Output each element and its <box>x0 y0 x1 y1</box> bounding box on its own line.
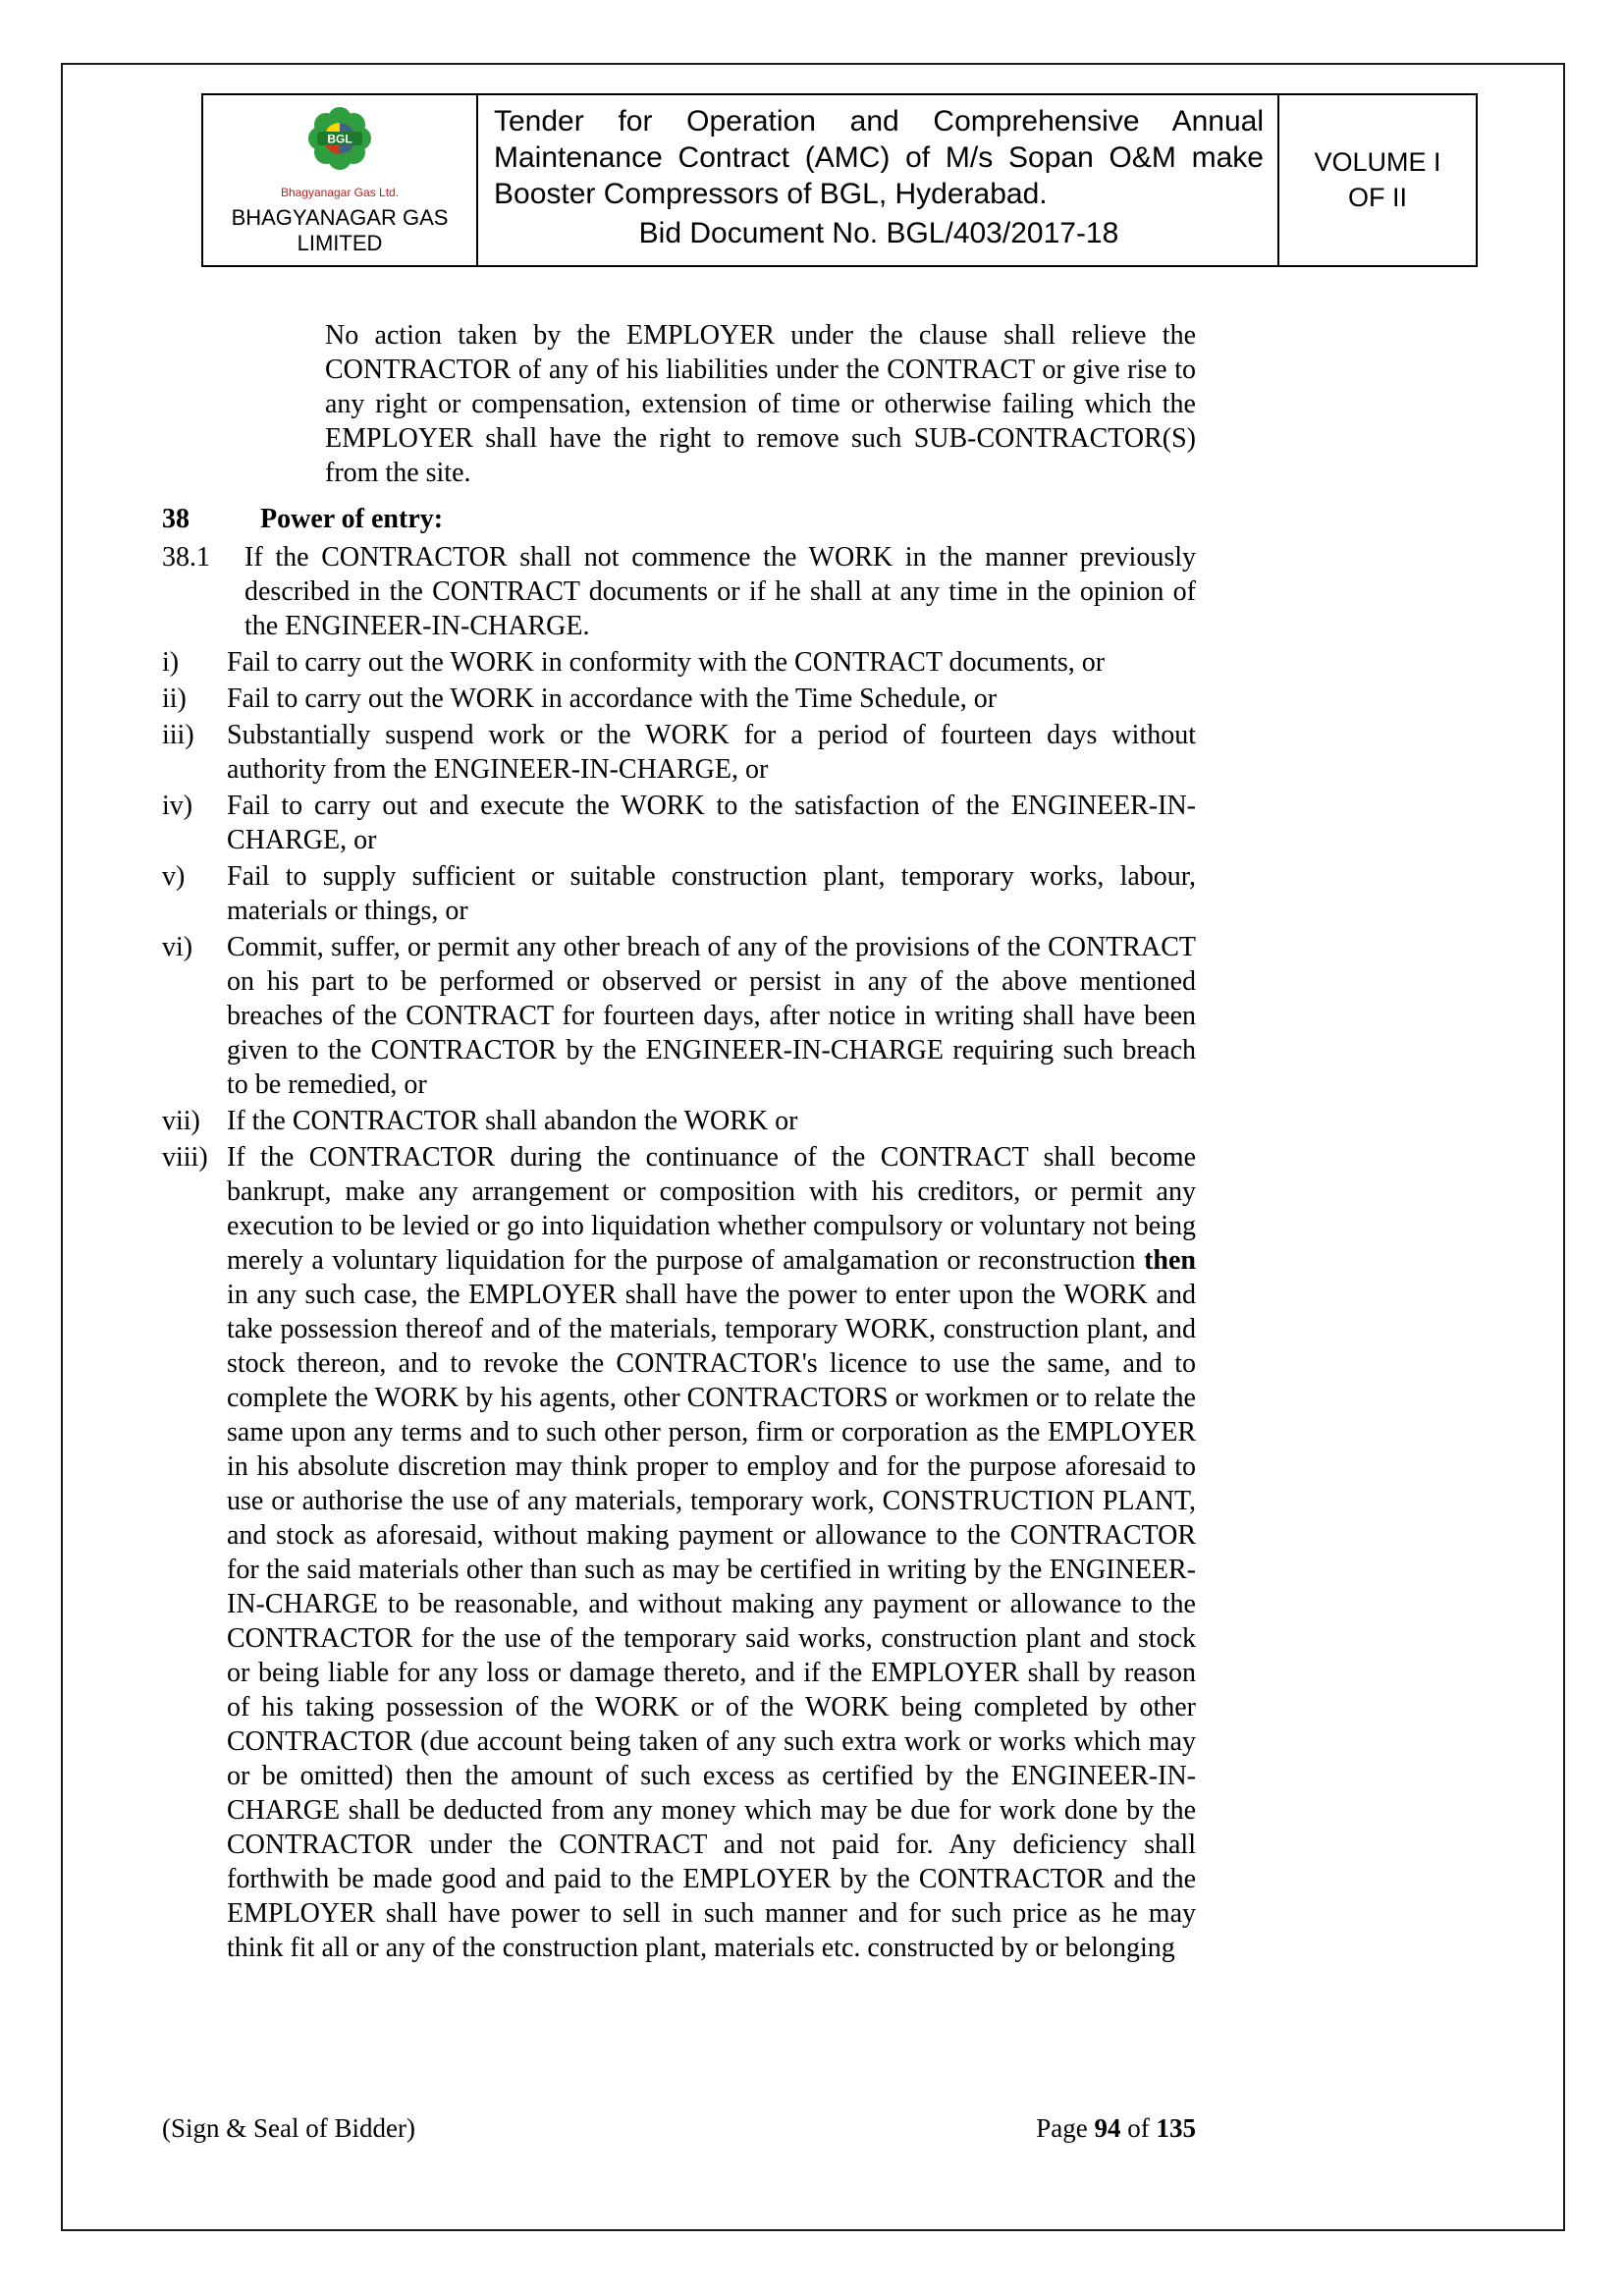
list-marker: viii) <box>162 1142 208 1173</box>
header-logo-cell <box>203 95 478 265</box>
total-pages: 135 <box>1156 2113 1196 2143</box>
list-item-text: Fail to carry out and execute the WORK to the satisfaction of the ENGINEER-IN-CHARGE, or <box>227 791 1196 855</box>
volume-line2: OF II <box>1348 183 1407 213</box>
volume-line1: VOLUME I <box>1314 146 1441 177</box>
list-marker: vii) <box>162 1106 200 1136</box>
list-item-text: Fail to carry out the WORK in conformity with the CONTRACT documents, or <box>227 647 1106 678</box>
list-item-i <box>162 645 1196 680</box>
bgl-logo-acronym: BGL <box>327 132 352 146</box>
list-item-text: If the CONTRACTOR shall abandon the WORK or <box>227 1106 798 1136</box>
page-label: Page <box>1036 2113 1095 2143</box>
bgl-logo-icon <box>291 103 389 188</box>
org-name-line1: BHAGYANAGAR GAS <box>231 205 449 230</box>
list-item-text: Substantially suspend work or the WORK for a period of fourteen days without authority from the ENGINEER-IN-CHARGE, or <box>227 720 1196 785</box>
document-body <box>162 291 1196 1967</box>
page-indicator <box>1036 2113 1196 2144</box>
header-table <box>201 93 1478 267</box>
section-heading <box>162 502 1196 536</box>
list-item-v <box>162 859 1196 928</box>
list-item-text: Commit, suffer, or permit any other breach of any of the provisions of the CONTRACT on his part to be performed or observed or persist in any of the above mentioned breaches of the CONTRACT for fourteen days, after notice in writing shall have been given to the CONTRACTOR by the ENGINEER-IN-CHARGE requiring such breach to be remedied, or <box>227 932 1196 1100</box>
list-item-text: Fail to carry out the WORK in accordance with the Time Schedule, or <box>227 683 998 714</box>
list-marker: iv) <box>162 791 193 821</box>
of-label: of <box>1120 2113 1157 2143</box>
list-item-iv <box>162 789 1196 857</box>
list-item-ii <box>162 682 1196 716</box>
org-name-line2: LIMITED <box>297 231 383 256</box>
org-name <box>232 205 449 257</box>
list-item-text: Fail to supply sufficient or suitable construction plant, temporary works, labour, materials or things, or <box>227 861 1196 926</box>
list-item-text-after-bold: in any such case, the EMPLOYER shall have the power to enter upon the WORK and take possession thereof and of the materials, temporary WORK, construction plant, and stock thereon, and to revoke the CONTRACTOR's licence to use the same, and to complete the WORK by his agents, other CONTRACTORS or workmen or to relate the same upon any terms and to such other person, firm or corporation as the EMPLOYER in his absolute discretion may think proper to employ and for the purpose aforesaid to use or authorise the use of any materials, temporary work, CONSTRUCTION PLANT, and stock as aforesaid, without making payment or allowance to the CONTRACTOR for the said materials other than such as may be certified in writing by the ENGINEER-IN-CHARGE to be reasonable, and without making any payment or allowance to the CONTRACTOR for the use of the temporary said works, construction plant and stock or being liable for any loss or damage thereto, and if the EMPLOYER shall by reason of his taking possession of the WORK or of the WORK being completed by other CONTRACTOR (due account being taken of any such extra work or works which may or be omitted) then the amount of such excess as certified by the ENGINEER-IN-CHARGE shall be deducted from any money which may be due for work done by the CONTRACTOR under the CONTRACT and not paid for. Any deficiency shall forthwith be made good and paid to the EMPLOYER by the CONTRACTOR and the EMPLOYER shall have power to sell in such manner and for such price as he may think fit all or any of the construction plant, materials etc. constructed by or belonging <box>227 1280 1196 1963</box>
list-item-vii <box>162 1104 1196 1138</box>
list-marker: ii) <box>162 683 187 714</box>
header-volume-cell <box>1279 95 1476 265</box>
list-marker: v) <box>162 861 186 892</box>
intro-paragraph: No action taken by the EMPLOYER under the clause shall relieve the CONTRACTOR of any of his liabilities under the CONTRACT or give rise to any right or compensation, extension of time or otherwise failing which the EMPLOYER shall have the right to remove such SUB-CONTRACTOR(S) from the site. <box>325 320 1196 488</box>
list-item-vi <box>162 930 1196 1102</box>
clause-number: 38.1 <box>162 542 210 573</box>
list-marker: vi) <box>162 932 193 962</box>
header-title-cell <box>478 95 1279 265</box>
clause-text: If the CONTRACTOR shall not commence the WORK in the manner previously described in the CONTRACT documents or if he shall at any time in the opinion of the ENGINEER-IN-CHARGE. <box>244 542 1196 641</box>
list-item-text <box>227 1140 1196 1965</box>
clause-38-1 <box>162 540 1196 643</box>
list-marker: iii) <box>162 720 194 750</box>
section-title: Power of entry: <box>260 504 444 534</box>
sign-seal-label: (Sign & Seal of Bidder) <box>162 2113 415 2143</box>
page-footer <box>162 2113 1196 2144</box>
list-item-text-before-bold: If the CONTRACTOR during the continuance of the CONTRACT shall become bankrupt, make any arrangement or composition with his creditors, or permit any execution to be levied or go into liquidation whether compulsory or voluntary not being merely a voluntary liquidation for the purpose of amalgamation or reconstruction <box>227 1142 1196 1276</box>
tender-title: Tender for Operation and Comprehensive Annual Maintenance Contract (AMC) of M/s Sopan O&M make Booster Compressors of BGL, Hyderabad. <box>494 105 1264 211</box>
list-item-viii <box>162 1140 1196 1965</box>
page-number: 94 <box>1094 2113 1121 2143</box>
bid-document-number: Bid Document No. BGL/403/2017-18 <box>638 216 1119 249</box>
section-number: 38 <box>162 504 189 534</box>
list-item-iii <box>162 718 1196 787</box>
logo-caption: Bhagyanagar Gas Ltd. <box>280 186 400 199</box>
list-item-bold-word: then <box>1144 1245 1196 1276</box>
list-marker: i) <box>162 647 180 678</box>
